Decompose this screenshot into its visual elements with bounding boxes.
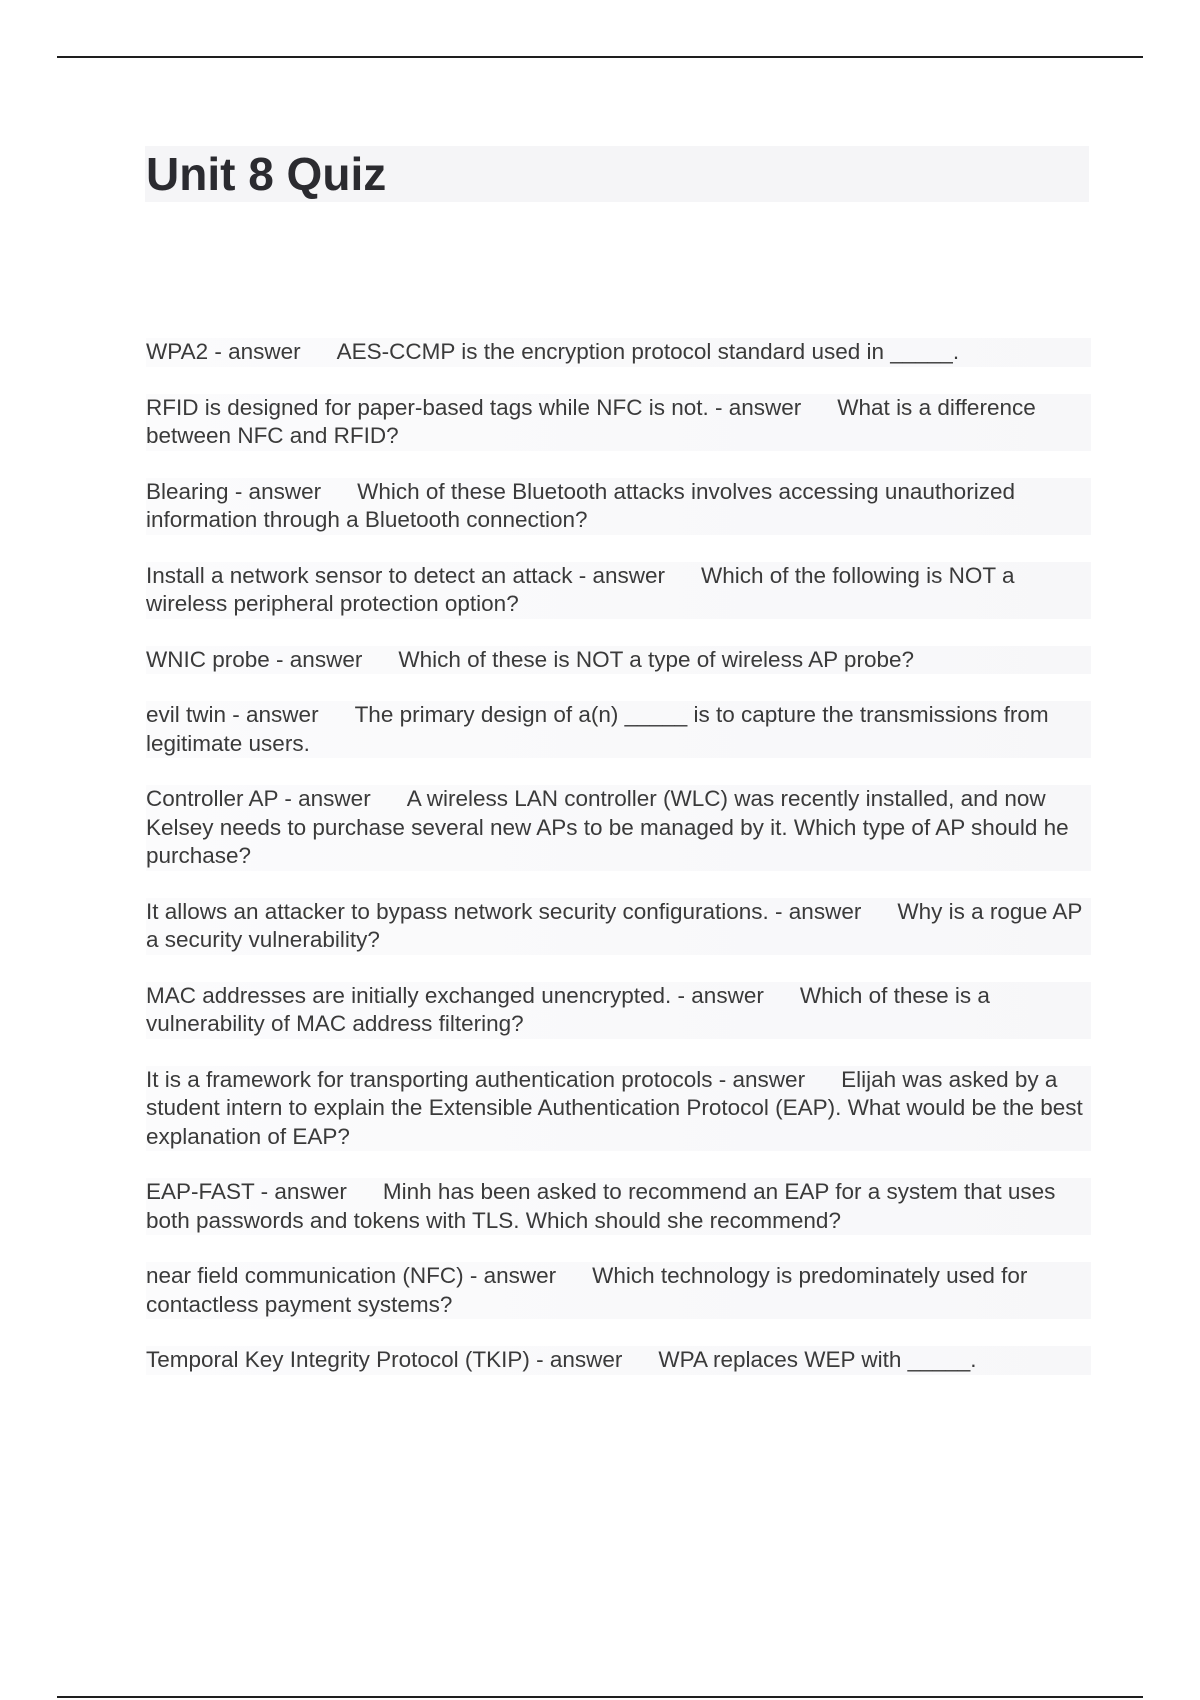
- top-rule: [57, 56, 1143, 58]
- answer-text: Controller AP: [146, 786, 279, 811]
- bottom-rule: [57, 1696, 1143, 1698]
- answer-separator: - answer: [671, 982, 764, 1008]
- answer-text: near field communication (NFC): [146, 1263, 464, 1288]
- answer-separator: - answer: [269, 646, 363, 672]
- answer-text: WPA2: [146, 339, 209, 364]
- question-text: Which of the following is NOT a wireless peripheral protection option?: [146, 562, 1015, 616]
- qa-item: [146, 562, 1091, 619]
- answer-text: Blearing: [146, 478, 229, 504]
- question-text: Why is a rogue AP a security vulnerability?: [146, 898, 1083, 952]
- answer-text: MAC addresses are initially exchanged unencrypted.: [146, 982, 672, 1008]
- answer-text: It is a framework for transporting authentication protocols: [146, 1066, 713, 1092]
- question-text: What is a difference between NFC and RFID?: [146, 394, 1036, 448]
- question-text: WPA replaces WEP with _____.: [658, 1347, 977, 1372]
- question-text: Which of these Bluetooth attacks involves accessing unauthorized information through a Bluetooth connection?: [146, 478, 1015, 532]
- qa-item: [146, 338, 1091, 367]
- qa-item: [146, 1066, 1091, 1152]
- answer-separator: - answer: [768, 898, 862, 924]
- answer-separator: - answer: [463, 1263, 557, 1288]
- answer-separator: - answer: [208, 339, 301, 364]
- answer-text: It allows an attacker to bypass network security configurations.: [146, 898, 769, 924]
- question-text: Minh has been asked to recommend an EAP for a system that uses both passwords and tokens with TLS. Which should she recommend?: [146, 1179, 1056, 1233]
- answer-text: WNIC probe: [146, 646, 270, 672]
- question-text: Which technology is predominately used for contactless payment systems?: [146, 1263, 1028, 1317]
- qa-item: [146, 785, 1091, 871]
- qa-item: [146, 1178, 1091, 1235]
- question-text: A wireless LAN controller (WLC) was recently installed, and now Kelsey needs to purchase several new APs to be managed by it. Which type of AP should he purchase?: [146, 786, 1069, 868]
- answer-separator: - answer: [226, 702, 319, 727]
- question-text: Which of these is a vulnerability of MAC address filtering?: [146, 982, 990, 1036]
- answer-separator: - answer: [529, 1347, 623, 1372]
- page-title: Unit 8 Quiz: [146, 148, 387, 200]
- answer-separator: - answer: [708, 394, 802, 420]
- qa-item: [146, 394, 1091, 451]
- qa-item: [146, 1262, 1091, 1319]
- qa-item: [146, 898, 1091, 955]
- answer-text: Temporal Key Integrity Protocol (TKIP): [146, 1347, 530, 1372]
- qa-item: [146, 982, 1091, 1039]
- answer-text: RFID is designed for paper-based tags while NFC is not.: [146, 394, 709, 420]
- qa-item: [146, 646, 1091, 675]
- answer-separator: - answer: [228, 478, 322, 504]
- answer-separator: - answer: [572, 562, 666, 588]
- question-text: Which of these is NOT a type of wireless AP probe?: [398, 646, 914, 672]
- question-text: The primary design of a(n) _____ is to capture the transmissions from legitimate users.: [146, 702, 1049, 756]
- answer-separator: - answer: [254, 1179, 347, 1204]
- qa-list: [146, 338, 1091, 1402]
- qa-item: [146, 1346, 1091, 1375]
- qa-item: [146, 478, 1091, 535]
- answer-text: evil twin: [146, 702, 227, 727]
- question-text: Elijah was asked by a student intern to explain the Extensible Authentication Protocol (EAP). What would be the best explanation of EAP?: [146, 1066, 1083, 1149]
- answer-text: Install a network sensor to detect an attack: [146, 562, 573, 588]
- question-text: AES-CCMP is the encryption protocol standard used in _____.: [336, 339, 960, 364]
- qa-item: [146, 701, 1091, 758]
- answer-text: EAP-FAST: [146, 1179, 255, 1204]
- answer-separator: - answer: [712, 1066, 806, 1092]
- answer-separator: - answer: [278, 786, 371, 811]
